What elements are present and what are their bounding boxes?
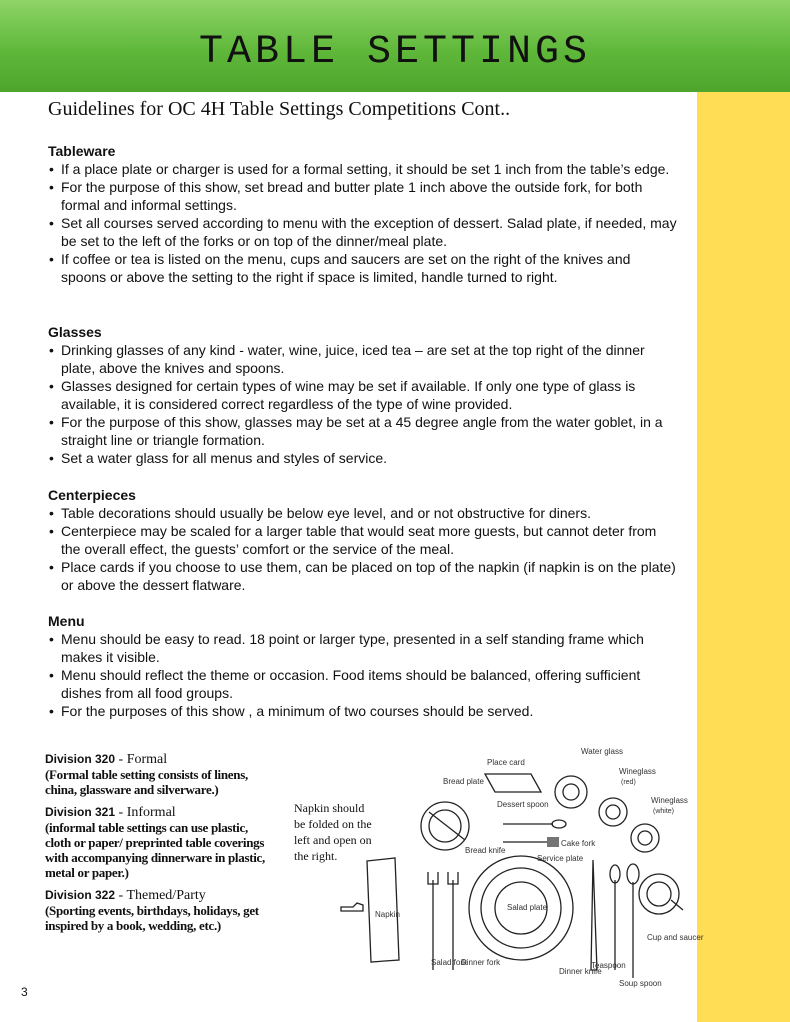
wineglass-white-shape (631, 824, 659, 852)
bullet: • Centerpiece may be scaled for a larger table that would seat more guests, but cannot deter from the overall effect, the guests’ comfort or the service of the meal. (48, 522, 678, 558)
label-teaspoon: Teaspoon (591, 961, 626, 970)
bullet: • Place cards if you choose to use them, can be placed on top of the napkin (if napkin is on the plate) or above the dessert flatware. (48, 558, 678, 594)
label-red: (red) (621, 779, 636, 786)
bullet: • For the purpose of this show, set bread and butter plate 1 inch above the outside fork, for both formal and informal settings. (48, 178, 678, 214)
division-code: Division 322 (45, 888, 116, 902)
header-banner (0, 0, 790, 92)
section-heading: Centerpieces (48, 487, 136, 503)
label-wineglass-red: Wineglass (619, 767, 656, 776)
division-title: - Formal (115, 752, 168, 767)
bullet: • Set a water glass for all menus and styles of service. (48, 449, 678, 467)
salad-fork-shape (428, 872, 438, 970)
bullet: • If a place plate or charger is used for a formal setting, it should be set 1 inch from the table’s edge. (48, 160, 678, 178)
section-heading: Menu (48, 613, 85, 629)
bullet: • If coffee or tea is listed on the menu, cups and saucers are set on the right of the knives and spoons or above the setting to the right if space is limited, handle turned to right. (48, 250, 678, 286)
division-title: - Themed/Party (115, 888, 206, 903)
section-menu (48, 612, 678, 720)
cup-saucer-shape (639, 874, 679, 914)
page-number: 3 (21, 985, 28, 999)
label-dessert-spoon: Dessert spoon (497, 800, 549, 809)
bullet: • For the purpose of this show, glasses may be set at a 45 degree angle from the water goblet, in a straight line or triangle formation. (48, 413, 678, 449)
bullet: • Table decorations should usually be below eye level, and or not obstructive for diners. (48, 504, 678, 522)
section-tableware (48, 142, 678, 286)
label-salad-fork: Salad fork (431, 958, 468, 967)
label-cup-saucer: Cup and saucer (647, 933, 704, 942)
label-service-plate: Service plate (537, 854, 584, 863)
wineglass-red-shape (599, 798, 627, 826)
label-white: (white) (653, 808, 675, 815)
place-card-shape (485, 774, 541, 792)
label-soup-spoon: Soup spoon (619, 979, 662, 988)
label-napkin: Napkin (375, 910, 400, 919)
bullet: • Set all courses served according to menu with the exception of dessert. Salad plate, if needed, may be set to the left of the forks or on top of the dinner/meal plate. (48, 214, 678, 250)
bullet: • Menu should be easy to read. 18 point or larger type, presented in a self standing frame which makes it visible. (48, 630, 678, 666)
divisions-list (45, 752, 275, 941)
division-body: (Sporting events, birthdays, holidays, get inspired by a book, wedding, etc.) (45, 903, 259, 933)
label-bread-knife: Bread knife (465, 846, 506, 855)
sidebar-accent (697, 92, 790, 1022)
label-bread-plate: Bread plate (443, 777, 484, 786)
napkin-note: Napkin should be folded on the left and open on the right. (294, 801, 372, 863)
division-title: - Informal (115, 805, 176, 820)
section-heading: Tableware (48, 143, 116, 159)
label-dinner-knife: Dinner knife (559, 967, 602, 976)
label-water-glass: Water glass (581, 747, 623, 756)
division-321 (45, 805, 275, 880)
page-title: TABLE SETTINGS (198, 30, 592, 75)
pointing-hand-icon (341, 903, 363, 911)
bread-plate-shape (421, 802, 469, 850)
dinner-knife-shape (591, 860, 597, 970)
label-place-card: Place card (487, 758, 525, 767)
bullet: • Drinking glasses of any kind - water, wine, juice, iced tea – are set at the top right of the dinner plate, above the knives and spoons. (48, 341, 678, 377)
division-body: (informal table settings can use plastic, cloth or paper/ preprinted table coverings with accompanying dinnerware in plastic, metal or paper.) (45, 820, 265, 880)
bullet: • Menu should reflect the theme or occasion. Food items should be balanced, offering sufficient dishes from all food groups. (48, 666, 678, 702)
table-setting-diagram (335, 740, 704, 1000)
label-dinner-fork: Dinner fork (461, 958, 501, 967)
division-320 (45, 752, 275, 797)
label-cake-fork: Cake fork (561, 839, 596, 848)
label-salad-plate: Salad plate (507, 903, 548, 912)
division-body: (Formal table setting consists of linens, china, glassware and silverware.) (45, 767, 248, 797)
subtitle: Guidelines for OC 4H Table Settings Competitions Cont.. (48, 98, 511, 120)
label-wineglass-white: Wineglass (651, 796, 688, 805)
division-322 (45, 888, 275, 933)
section-centerpieces (48, 486, 678, 594)
dinner-fork-shape (448, 872, 458, 970)
bullet: • Glasses designed for certain types of wine may be set if available. If only one type of glass is available, it is considered correct regardless of the type of wine provided. (48, 377, 678, 413)
section-glasses (48, 323, 678, 467)
bread-knife-shape (429, 812, 465, 840)
water-glass-shape (555, 776, 587, 808)
division-code: Division 321 (45, 805, 116, 819)
division-code: Division 320 (45, 752, 116, 766)
bullet: • For the purposes of this show , a minimum of two courses should be served. (48, 702, 678, 720)
section-heading: Glasses (48, 324, 102, 340)
